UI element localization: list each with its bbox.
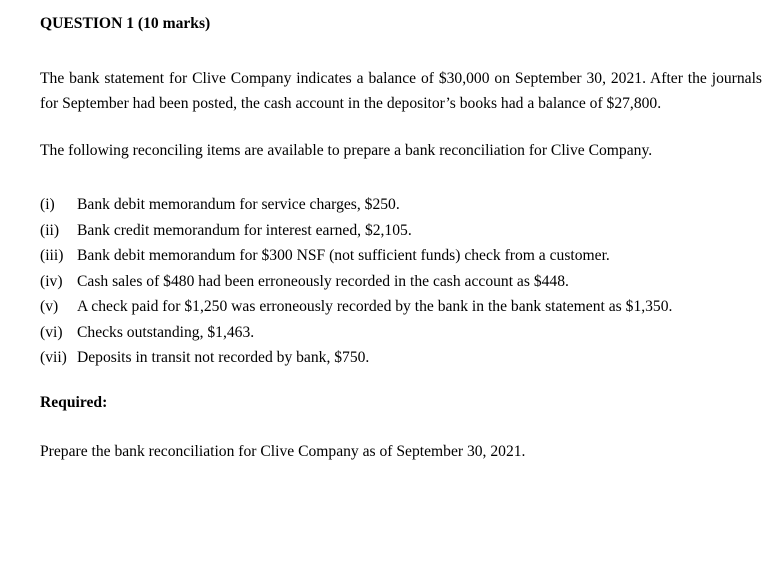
list-item — [40, 320, 672, 346]
list-item — [40, 294, 672, 320]
list-item — [40, 243, 672, 269]
task-paragraph: Prepare the bank reconciliation for Clive Company as of September 30, 2021. — [40, 443, 526, 460]
item-text: Deposits in transit not recorded by bank, $750. — [77, 349, 370, 366]
lead-paragraph: The following reconciling items are available to prepare a bank reconciliation for Clive Company. — [40, 142, 653, 159]
item-number: (v) — [40, 298, 59, 315]
list-item — [40, 192, 672, 218]
list-item — [40, 345, 672, 371]
item-text: Bank credit memorandum for interest earned, $2,105. — [77, 221, 412, 239]
item-number: (vii) — [40, 349, 67, 366]
item-number: (iii) — [40, 247, 64, 264]
list-item — [40, 269, 672, 295]
question-title: QUESTION 1 (10 marks) — [40, 15, 211, 32]
intro-paragraph: The bank statement for Clive Company indicates a balance of $30,000 on September 30, 2021. After the journals for September had been posted, the cash account in the depositor’s books had a balance of $27,800. — [40, 70, 762, 112]
item-text: A check paid for $1,250 was erroneously recorded by the bank in the bank statement as $1,350. — [77, 298, 673, 315]
item-number: (vi) — [40, 323, 63, 341]
reconciling-items-list — [40, 192, 672, 371]
item-text: Cash sales of $480 had been erroneously recorded in the cash account as $448. — [77, 272, 569, 290]
item-number: (ii) — [40, 221, 60, 239]
list-item — [40, 218, 672, 244]
item-text: Bank debit memorandum for $300 NSF (not sufficient funds) check from a customer. — [77, 247, 610, 264]
required-heading: Required: — [40, 394, 108, 411]
item-number: (iv) — [40, 272, 63, 290]
item-text: Bank debit memorandum for service charges, $250. — [77, 196, 400, 213]
item-number: (i) — [40, 196, 55, 213]
item-text: Checks outstanding, $1,463. — [77, 323, 255, 341]
